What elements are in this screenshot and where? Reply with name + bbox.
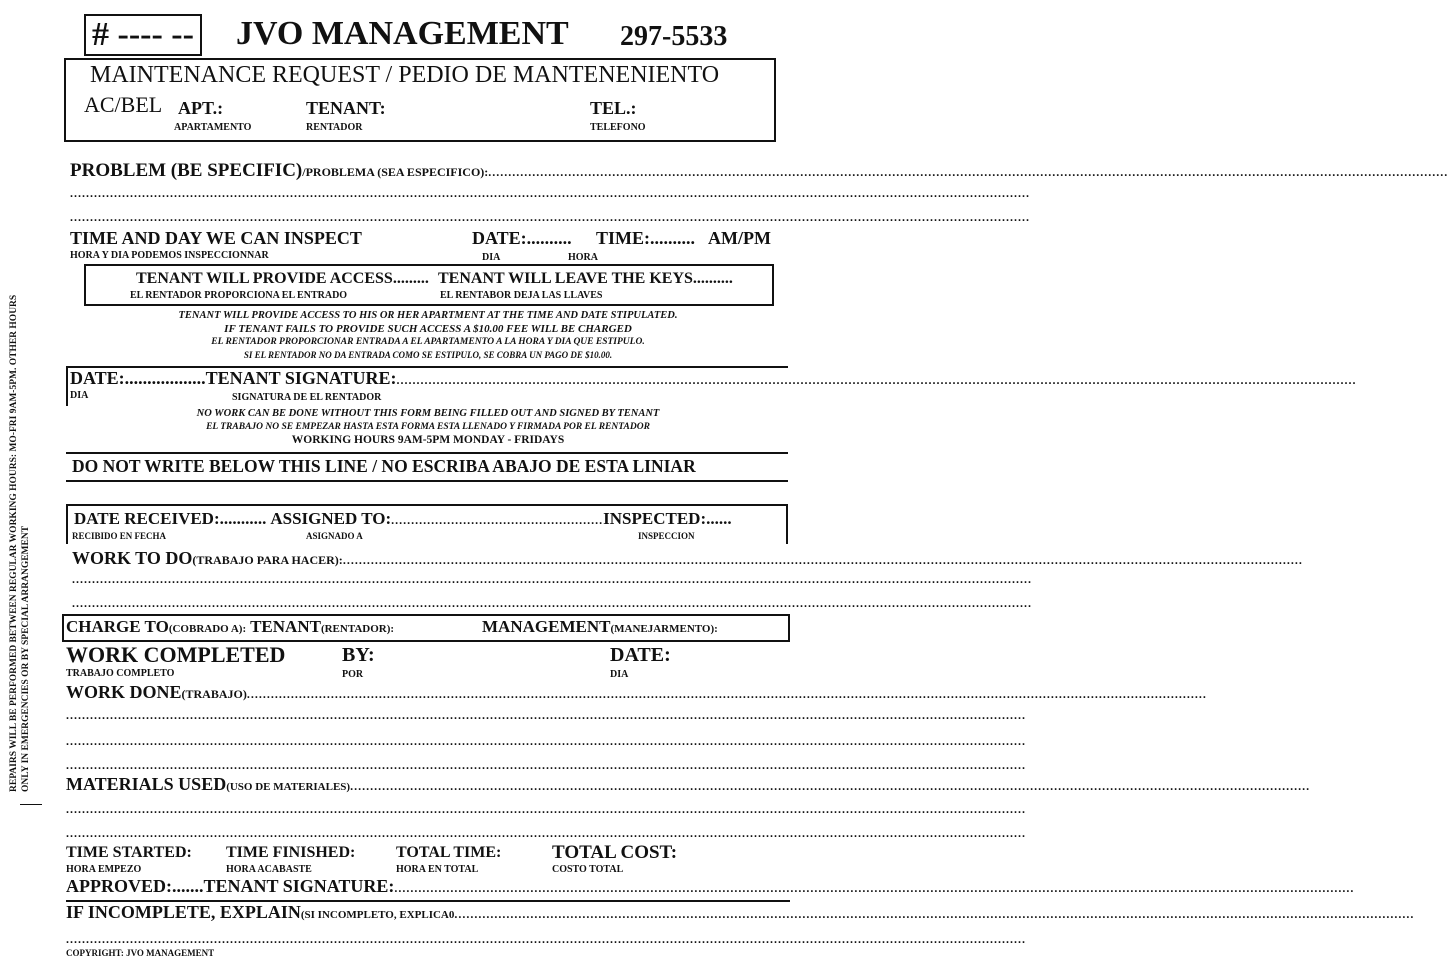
problem-line — [70, 160, 1448, 182]
total-time: TOTAL TIME: — [396, 844, 502, 861]
access-provide-es: EL RENTADOR PROPORCIONA EL ENTRADO — [130, 290, 348, 301]
signature-label: TENANT SIGNATURE: — [205, 368, 397, 388]
charge-tenant: TENANT — [250, 617, 321, 636]
signature-date: DATE:.................. — [70, 368, 206, 388]
inspect-label: TIME AND DAY WE CAN INSPECT — [70, 228, 362, 248]
completed-label: WORK COMPLETED — [66, 642, 286, 667]
access-keys: TENANT WILL LEAVE THE KEYS.......... — [438, 270, 733, 287]
approved-sig: TENANT SIGNATURE: — [203, 876, 395, 896]
worktodo-dots-2: ................................................................................................................................................................................................................................................ — [72, 572, 1032, 586]
time-finished-es: HORA ACABASTE — [226, 864, 312, 875]
worktodo-line — [72, 548, 1303, 569]
access-provide: TENANT WILL PROVIDE ACCESS......... — [136, 270, 429, 287]
total-cost-es: COSTO TOTAL — [552, 864, 624, 875]
incomplete-dots-2: ................................................................................................................................................................................................................................................ — [66, 932, 1026, 946]
time-finished: TIME FINISHED: — [226, 844, 356, 861]
nowork-1: NO WORK CAN BE DONE WITHOUT THIS FORM BEING FILLED OUT AND SIGNED BY TENANT — [196, 408, 660, 419]
workdone-dots-3: ................................................................................................................................................................................................................................................ — [66, 734, 1026, 748]
completed-date: DATE: — [610, 644, 671, 666]
completed-by-es: POR — [342, 669, 364, 680]
inspect-date: DATE:.......... — [472, 228, 572, 248]
workdone-label-es: (TRABAJO) — [181, 687, 247, 701]
assigned-label-es: ASIGNADO A — [306, 531, 363, 541]
inspect-date-es: DIA — [482, 252, 501, 263]
apt-label-es: APARTAMENTO — [174, 122, 252, 133]
tel-label-es: TELEFONO — [590, 122, 646, 133]
worktodo-dots: ................................................................................................................................................................................................................................................ — [342, 553, 1303, 567]
charge-tenant-es: (RENTADOR): — [320, 623, 395, 635]
notice-1: TENANT WILL PROVIDE ACCESS TO HIS OR HER APARTMENT AT THE TIME AND DATE STIPULATED. — [178, 310, 678, 321]
incomplete-line — [66, 902, 1415, 923]
incomplete-dots: ................................................................................................................................................................................................................................................ — [454, 907, 1415, 921]
notice-2: IF TENANT FAILS TO PROVIDE SUCH ACCESS A $10.00 FEE WILL BE CHARGED — [224, 323, 632, 335]
acbel-label: AC/BEL — [84, 92, 163, 117]
inspect-time: TIME:.......... — [596, 228, 695, 248]
company-name: JVO MANAGEMENT — [236, 15, 569, 52]
assigned-dots: ..................................................... — [391, 513, 604, 527]
materials-line — [66, 774, 1311, 795]
tel-label: TEL.: — [590, 98, 637, 118]
inspected-label-es: INSPECCION — [638, 531, 695, 541]
notice-4: SI EL RENTADOR NO DA ENTRADA COMO SE ESTIPULO, SE COBRA UN PAGO DE $10.00. — [243, 350, 613, 360]
signature-date-es: DIA — [70, 390, 89, 401]
worktodo-label: WORK TO DO — [72, 548, 193, 568]
tenant-label: TENANT: — [306, 98, 386, 118]
materials-dots-2: ................................................................................................................................................................................................................................................ — [66, 802, 1026, 816]
time-started: TIME STARTED: — [66, 844, 192, 861]
charge-label: CHARGE TO — [66, 617, 169, 636]
nowork-2: EL TRABAJO NO SE EMPEZAR HASTA ESTA FORMA ESTA LLENADO Y FIRMADA POR EL RENTADOR — [206, 422, 650, 432]
sidebar-note-1: REPAIRS WILL BE PERFORMED BETWEEN REGULAR WORKING HOURS: MO-FRI 9AM-5PM. OTHER HOURS — [9, 294, 19, 792]
workdone-label: WORK DONE — [66, 682, 182, 702]
form-number: # ---- -- — [84, 14, 202, 56]
signature-line — [70, 368, 1357, 389]
completed-label-es: TRABAJO COMPLETO — [66, 668, 175, 679]
received-label: DATE RECEIVED:........... — [74, 509, 267, 528]
nowork-3: WORKING HOURS 9AM-5PM MONDAY - FRIDAYS — [291, 434, 565, 446]
divider-top — [66, 452, 788, 454]
time-started-es: HORA EMPEZO — [66, 864, 142, 875]
divider-label: DO NOT WRITE BELOW THIS LINE / NO ESCRIBA ABAJO DE ESTA LINIAR — [72, 456, 696, 476]
approved-dots: ................................................................................................................................................................................................................................................ — [394, 881, 1355, 895]
worktodo-label-es: (TRABAJO PARA HACER): — [192, 553, 343, 567]
completed-date-es: DIA — [610, 669, 629, 680]
inspect-ampm: AM/PM — [708, 228, 771, 248]
workdone-dots: ................................................................................................................................................................................................................................................ — [246, 687, 1207, 701]
workdone-dots-4: ................................................................................................................................................................................................................................................ — [66, 758, 1026, 772]
notice-3: EL RENTADOR PROPORCIONAR ENTRADA A EL APARTAMENTO A LA HORA Y DIA QUE ESTIPULO. — [211, 337, 645, 347]
sidebar-dash — [20, 804, 42, 805]
problem-label: PROBLEM (BE SPECIFIC) — [70, 160, 303, 181]
materials-dots: ................................................................................................................................................................................................................................................ — [350, 779, 1311, 793]
charge-mgmt-line — [482, 617, 718, 637]
inspected-label: INSPECTED:...... — [603, 509, 732, 528]
total-cost: TOTAL COST: — [552, 842, 678, 863]
completed-by: BY: — [342, 644, 375, 666]
divider-bottom — [66, 480, 788, 482]
signature-dots: ................................................................................................................................................................................................................................................ — [396, 373, 1357, 387]
received-label-es: RECIBIDO EN FECHA — [72, 531, 167, 541]
approved-line — [66, 876, 1355, 897]
form-title: MAINTENANCE REQUEST / PEDIO DE MANTENENIENTO — [90, 62, 720, 88]
problem-label-es: /PROBLEMA (SEA ESPECIFICO): — [302, 165, 489, 179]
problem-dots: ................................................................................................................................................................................................................................................ — [488, 165, 1448, 179]
received-line — [74, 509, 784, 529]
inspect-time-es: HORA — [568, 252, 598, 263]
sidebar-note-2: ONLY IN EMERGENCIES OR BY SPECIAL ARRANGEMENT — [21, 525, 31, 792]
charge-label-es: (COBRADO A): — [168, 623, 247, 635]
workdone-dots-2: ................................................................................................................................................................................................................................................ — [66, 708, 1026, 722]
tenant-label-es: RENTADOR — [306, 122, 363, 133]
materials-label-es: (USO DE MATERIALES) — [226, 781, 351, 793]
problem-dots-3: ................................................................................................................................................................................................................................................ — [70, 210, 1030, 224]
signature-label-es: SIGNATURA DE EL RENTADOR — [232, 392, 382, 403]
charge-mgmt-es: (MANEJARMENTO): — [610, 623, 718, 635]
assigned-label: ASSIGNED TO: — [270, 509, 392, 528]
materials-dots-3: ................................................................................................................................................................................................................................................ — [66, 826, 1026, 840]
incomplete-label: IF INCOMPLETE, EXPLAIN — [66, 902, 301, 922]
approved-label: APPROVED:....... — [66, 876, 204, 896]
apt-label: APT.: — [178, 98, 224, 118]
incomplete-label-es: (SI INCOMPLETO, EXPLICA0 — [300, 909, 455, 921]
materials-label: MATERIALS USED — [66, 774, 227, 794]
access-keys-es: EL RENTABOR DEJA LAS LLAVES — [440, 290, 603, 301]
company-phone: 297-5533 — [620, 21, 728, 52]
problem-dots-2: ................................................................................................................................................................................................................................................ — [70, 186, 1030, 200]
total-time-es: HORA EN TOTAL — [396, 864, 479, 875]
worktodo-dots-3: ................................................................................................................................................................................................................................................ — [72, 596, 1032, 610]
copyright: COPYRIGHT: JVO MANAGEMENT — [66, 948, 215, 958]
charge-mgmt: MANAGEMENT — [482, 617, 611, 636]
workdone-line — [66, 682, 1207, 703]
inspect-label-es: HORA Y DIA PODEMOS INSPECCIONNAR — [70, 250, 269, 261]
